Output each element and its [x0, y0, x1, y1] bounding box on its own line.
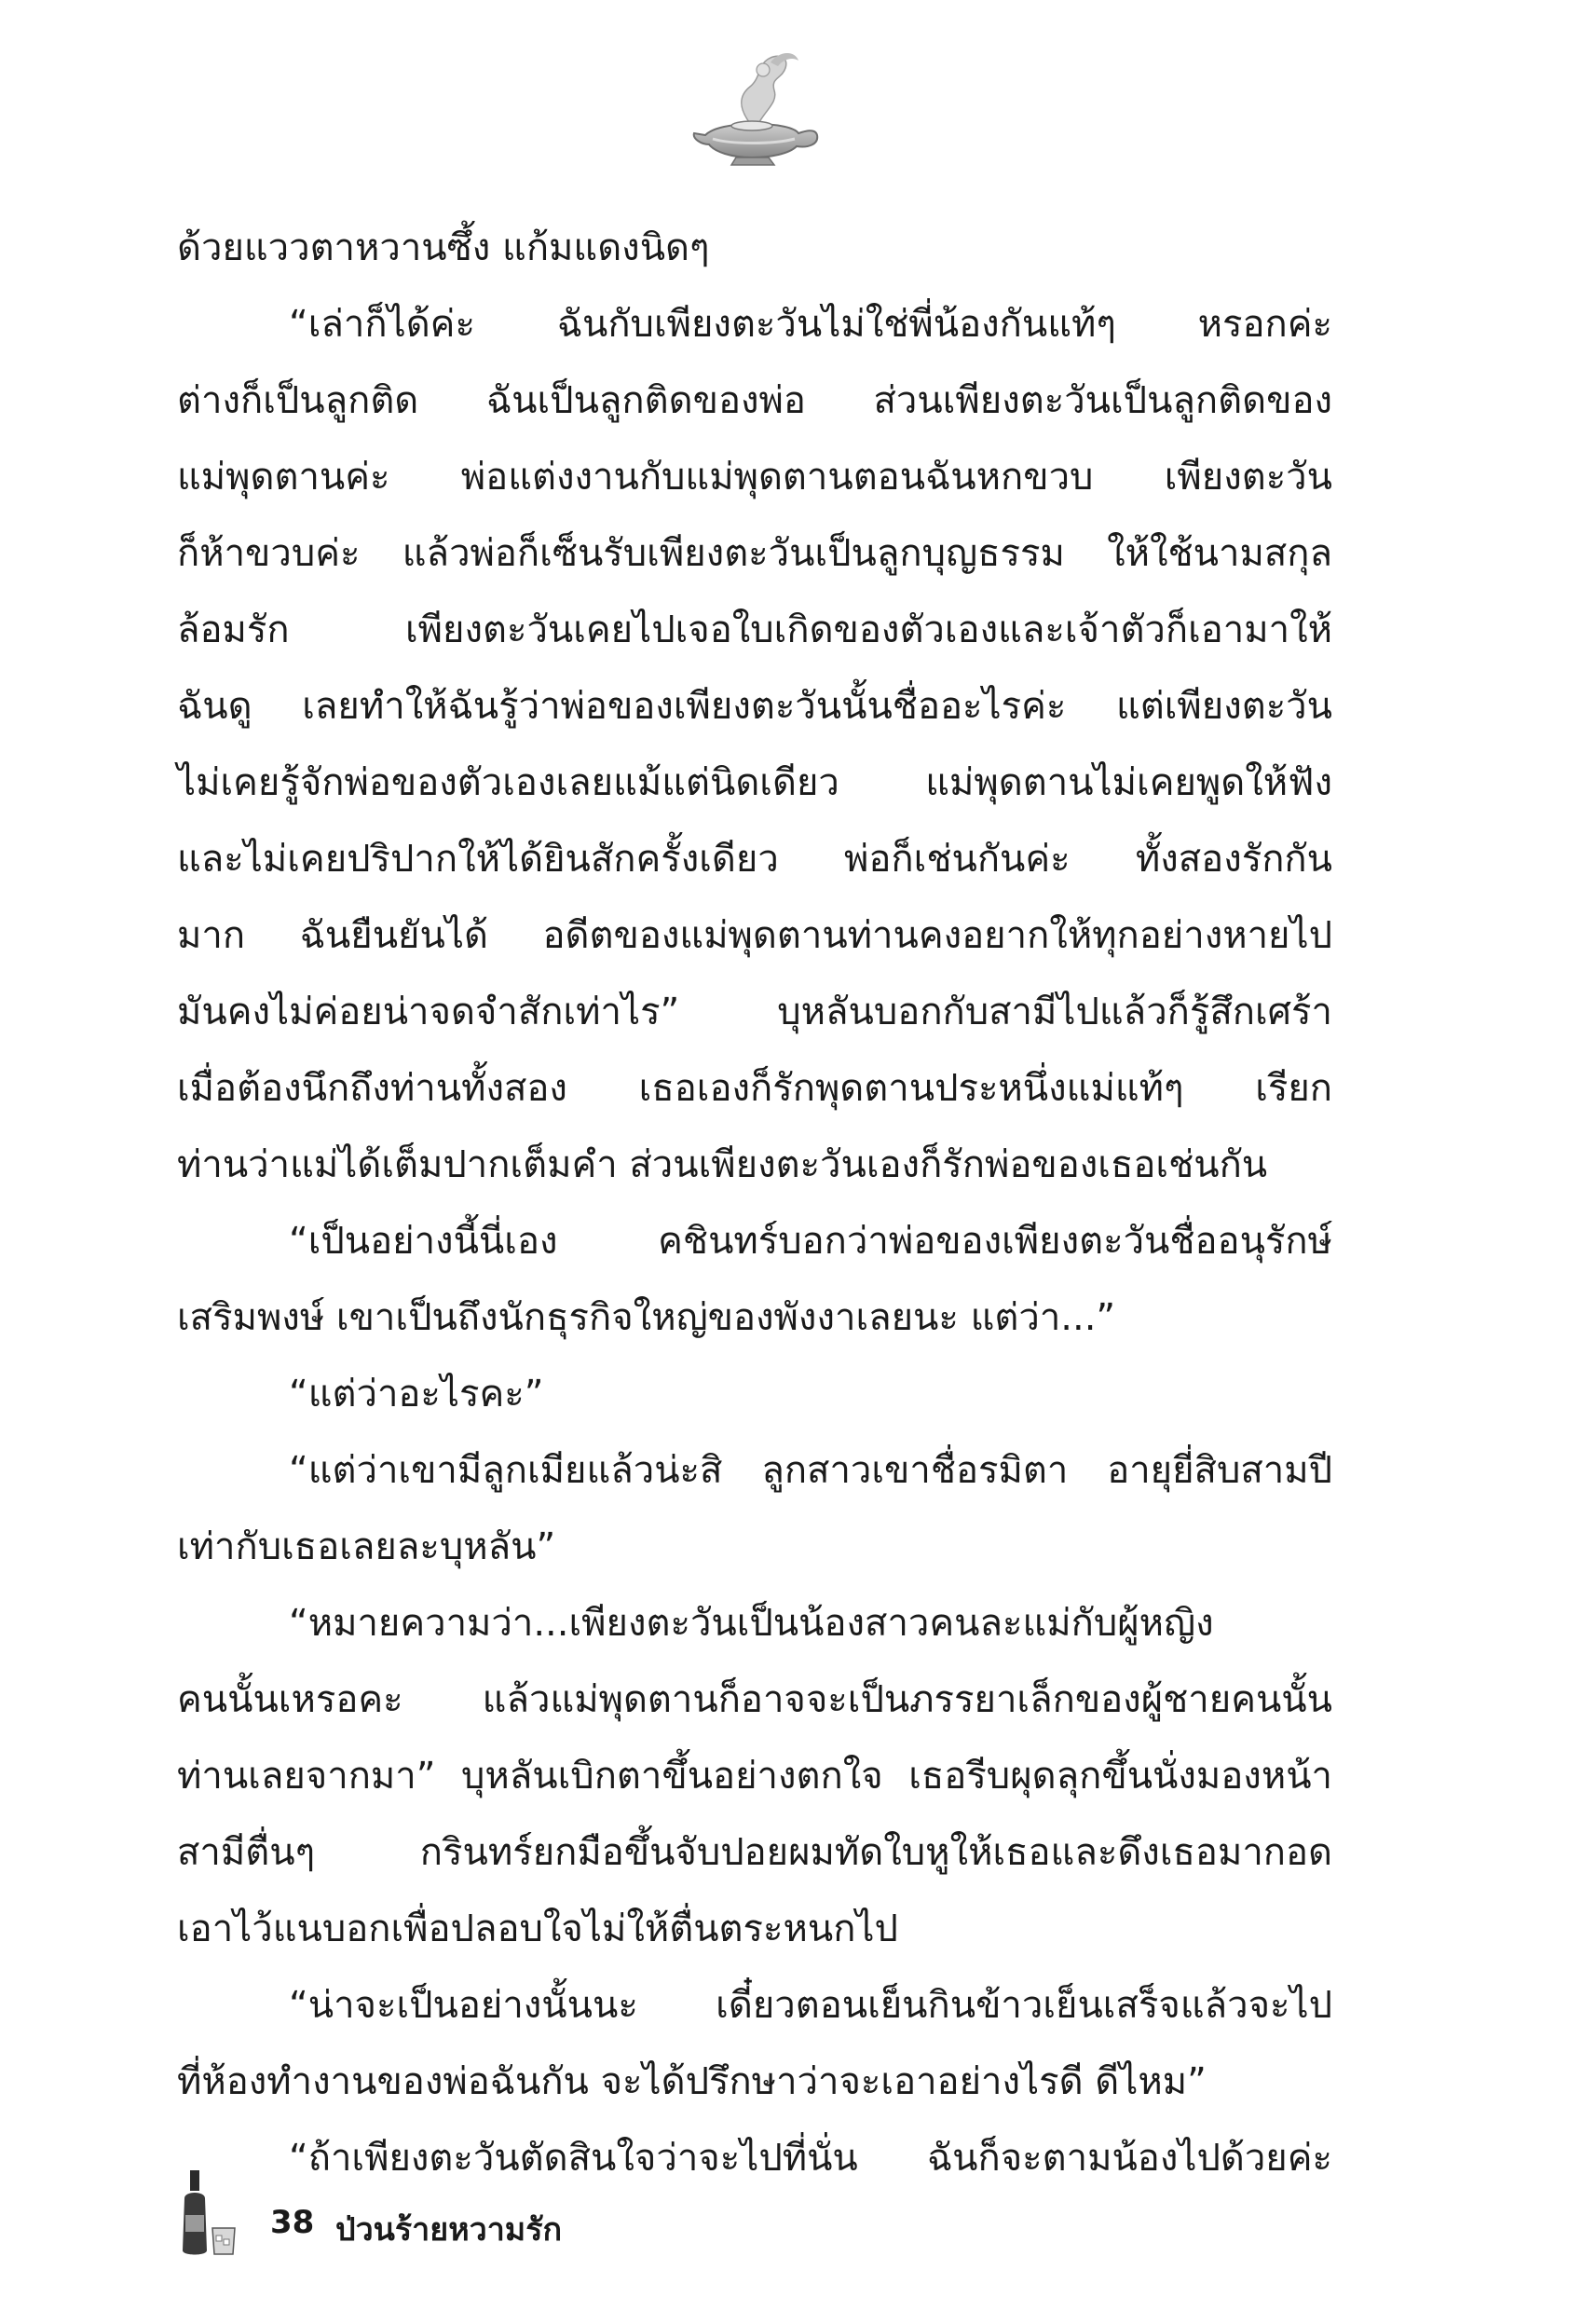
text-line: “เป็นอย่างนี้นี่เอง คชินทร์บอกว่าพ่อของเพียงตะวันชื่ออนุรักษ์: [289, 1220, 1332, 1263]
text-line: ล้อมรัก เพียงตะวันเคยไปเจอใบเกิดของตัวเองและเจ้าตัวก็เอามาให้: [177, 609, 1332, 651]
text-line: ด้วยแววตาหวานซึ้ง แก้มแดงนิดๆ: [177, 226, 710, 269]
text-line: เอาไว้แนบอกเพื่อปลอบใจไม่ให้ตื่นตระหนกไป: [177, 1908, 898, 1950]
text-line: สามีตื่นๆ กรินทร์ยกมือขึ้นจับปอยผมทัดใบหูให้เธอและดึงเธอมากอด: [177, 1831, 1332, 1874]
page-number: 38: [270, 2204, 315, 2241]
text-line: เสริมพงษ์ เขาเป็นถึงนักธุรกิจใหญ่ของพังงาเลยนะ แต่ว่า...”: [177, 1296, 1116, 1339]
page-footer: [177, 2167, 829, 2260]
text-line: ก็ห้าขวบค่ะ แล้วพ่อก็เซ็นรับเพียงตะวันเป็นลูกบุญธรรม ให้ใช้นามสกุล: [177, 532, 1332, 575]
bottle-and-glass-icon: [177, 2167, 252, 2260]
book-title: ป่วนร้ายหวามรัก: [335, 2211, 563, 2249]
text-line: “แต่ว่าอะไรคะ”: [289, 1373, 544, 1415]
text-line: ไม่เคยรู้จักพ่อของตัวเองเลยแม้แต่นิดเดียว แม่พุดตานไม่เคยพูดให้ฟัง: [177, 761, 1332, 804]
text-line: “แต่ว่าเขามีลูกเมียแล้วน่ะสิ ลูกสาวเขาชื่อรมิตา อายุยี่สิบสามปี: [289, 1449, 1332, 1492]
text-line: แม่พุดตานค่ะ พ่อแต่งงานกับแม่พุดตานตอนฉันหกขวบ เพียงตะวัน: [177, 456, 1332, 499]
text-line: “หมายความว่า...เพียงตะวันเป็นน้องสาวคนละแม่กับผู้หญิง: [289, 1602, 1214, 1645]
text-line: ต่างก็เป็นลูกติด ฉันเป็นลูกติดของพ่อ ส่วนเพียงตะวันเป็นลูกติดของ: [177, 379, 1332, 422]
text-line: ท่านเลยจากมา” บุหลันเบิกตาขึ้นอย่างตกใจ เธอรีบผุดลุกขึ้นนั่งมองหน้า: [177, 1755, 1332, 1798]
text-line: ท่านว่าแม่ได้เต็มปากเต็มคำ ส่วนเพียงตะวันเองก็รักพ่อของเธอเช่นกัน: [177, 1143, 1268, 1186]
text-line: “ถ้าเพียงตะวันตัดสินใจว่าจะไปที่นั่น ฉันก็จะตามน้องไปด้วยค่ะ: [289, 2137, 1332, 2180]
text-line: “น่าจะเป็นอย่างนั้นนะ เดี๋ยวตอนเย็นกินข้าวเย็นเสร็จแล้วจะไป: [289, 1984, 1332, 2027]
text-line: มันคงไม่ค่อยน่าจดจำสักเท่าไร” บุหลันบอกกับสามีไปแล้วก็รู้สึกเศร้า: [177, 991, 1332, 1033]
text-line: มาก ฉันยืนยันได้ อดีตของแม่พุดตานท่านคงอยากให้ทุกอย่างหายไป: [177, 914, 1332, 957]
body-text: [177, 210, 1332, 2196]
text-line: ฉันดู เลยทำให้ฉันรู้ว่าพ่อของเพียงตะวันนั้นชื่ออะไรค่ะ แต่เพียงตะวัน: [177, 685, 1332, 728]
text-line: ที่ห้องทำงานของพ่อฉันกัน จะได้ปรึกษาว่าจะเอาอย่างไรดี ดีไหม”: [177, 2060, 1207, 2103]
text-line: คนนั้นเหรอคะ แล้วแม่พุดตานก็อาจจะเป็นภรรยาเล็กของผู้ชายคนนั้น: [177, 1678, 1332, 1721]
genie-lamp-icon: [685, 42, 825, 172]
text-line: และไม่เคยปริปากให้ได้ยินสักครั้งเดียว พ่อก็เช่นกันค่ะ ทั้งสองรักกัน: [177, 838, 1332, 881]
text-line: เมื่อต้องนึกถึงท่านทั้งสอง เธอเองก็รักพุดตานประหนึ่งแม่แท้ๆ เรียก: [177, 1067, 1332, 1110]
text-line: เท่ากับเธอเลยละบุหลัน”: [177, 1525, 556, 1568]
text-line: “เล่าก็ได้ค่ะ ฉันกับเพียงตะวันไม่ใช่พี่น้องกันแท้ๆ หรอกค่ะ: [289, 303, 1332, 346]
